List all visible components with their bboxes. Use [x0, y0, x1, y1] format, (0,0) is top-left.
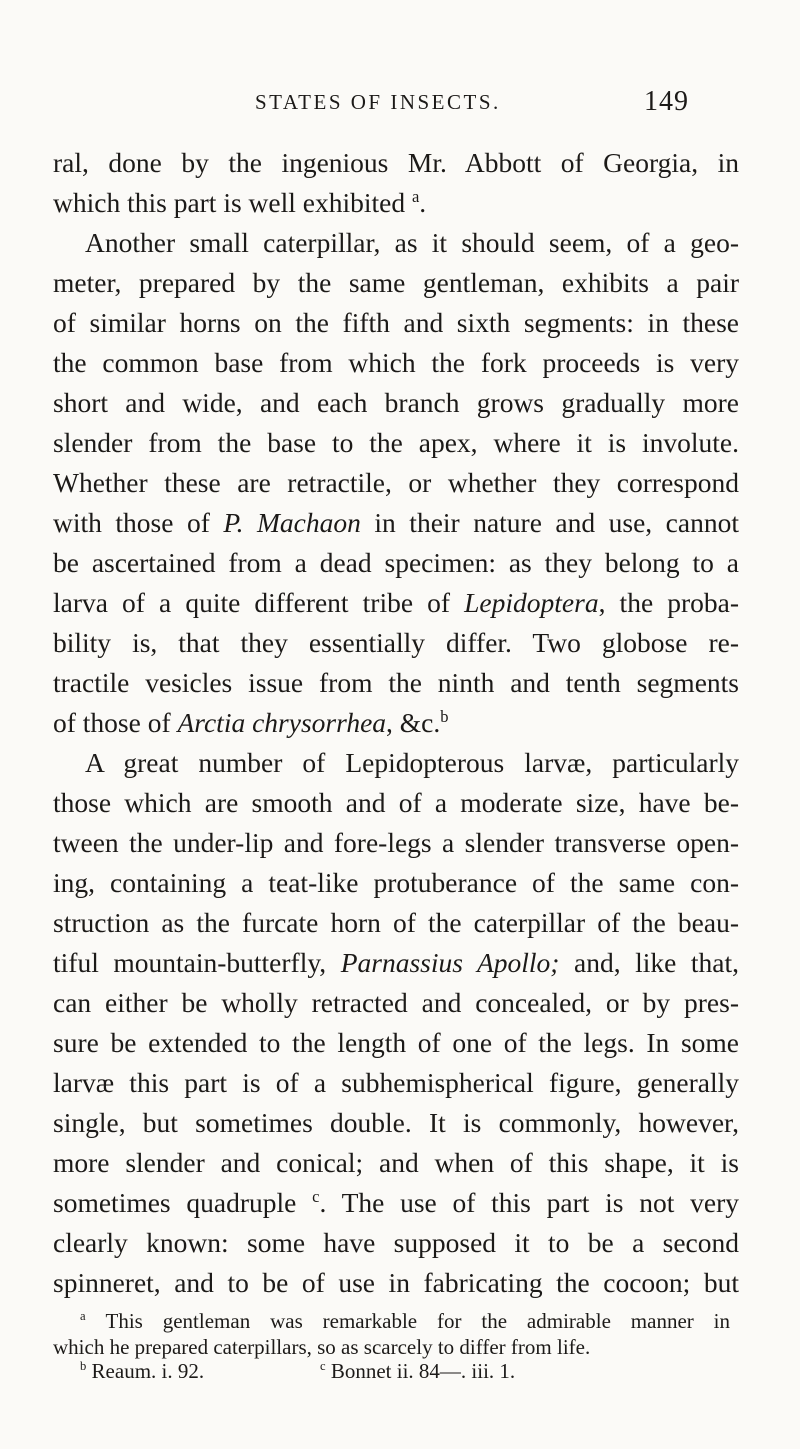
- running-head: STATES OF INSECTS.: [255, 90, 501, 114]
- footnote-ref-a: a: [411, 186, 420, 206]
- text-line: slender from the base to the apex, where it is involute.: [53, 427, 739, 458]
- text-line: bility is, that they essentially differ. Two globose re-: [53, 627, 739, 658]
- footnote-ref-c: c: [312, 1186, 320, 1206]
- species-name: Parnassius Apollo;: [340, 947, 560, 978]
- text-line: [53, 503, 739, 543]
- footnote-ref-b: b: [440, 706, 449, 726]
- text-line: [53, 1183, 739, 1223]
- species-name: Arctia chrysorrhea: [177, 707, 387, 738]
- footnote-text: Bonnet ii. 84—. iii. 1.: [330, 1359, 516, 1383]
- text-span: and, like that,: [559, 947, 739, 978]
- text-line: of similar horns on the fifth and sixth segments: in these: [53, 307, 739, 338]
- text-line: more slender and conical; and when of this shape, it is: [53, 1147, 739, 1178]
- text-line: single, but sometimes double. It is commonly, however,: [53, 1107, 739, 1138]
- text-line: sure be extended to the length of one of the legs. In some: [53, 1027, 739, 1058]
- text-line: meter, prepared by the same gentleman, exhibits a pair: [53, 267, 739, 298]
- text-span: sometimes quadruple: [53, 1187, 297, 1218]
- text-span: . The use of this part is not very: [319, 1187, 740, 1218]
- footnote-text: Reaum. i. 92.: [91, 1359, 205, 1383]
- footnote-mark: b: [80, 1359, 87, 1373]
- text-line: can either be wholly retracted and concealed, or by pres-: [53, 987, 739, 1018]
- text-line: [53, 583, 739, 623]
- page-header: [0, 86, 800, 130]
- text-line: tween the under-lip and fore-legs a slender transverse open-: [53, 827, 739, 858]
- text-span: tiful mountain-butterfly,: [53, 947, 341, 978]
- text-line: [53, 183, 739, 223]
- text-span: of those of: [53, 707, 178, 738]
- text-line: tractile vesicles issue from the ninth and tenth segments: [53, 667, 739, 698]
- footnote-b: [80, 1358, 320, 1384]
- text-span: , the proba-: [598, 587, 740, 618]
- text-line: A great number of Lepidopterous larvæ, particularly: [85, 747, 739, 778]
- footnote-text: This gentleman was remarkable for the admirable manner in: [105, 1309, 730, 1333]
- page-number: 149: [644, 86, 689, 117]
- text-line: ral, done by the ingenious Mr. Abbott of Georgia, in: [53, 147, 739, 178]
- text-line: those which are smooth and of a moderate size, have be-: [53, 787, 739, 818]
- text-span: with those of: [53, 507, 224, 538]
- footnote-b-c: [80, 1358, 730, 1384]
- footnote-c: [320, 1358, 515, 1384]
- text-line: ing, containing a teat-like protuberance of the same con-: [53, 867, 739, 898]
- text-span: .: [419, 187, 427, 218]
- text-line: short and wide, and each branch grows gradually more: [53, 387, 739, 418]
- footnote-a-continued: which he prepared caterpillars, so as scarcely to differ from life.: [53, 1335, 591, 1359]
- text-line: clearly known: some have supposed it to be a second: [53, 1227, 739, 1258]
- footnote-mark: c: [320, 1359, 326, 1373]
- text-span: which this part is well exhibited: [53, 187, 406, 218]
- text-line: struction as the furcate horn of the caterpillar of the beau-: [53, 907, 739, 938]
- text-line: the common base from which the fork proceeds is very: [53, 347, 739, 378]
- text-line: [53, 943, 739, 983]
- footnote-a: [80, 1308, 730, 1334]
- taxon-name: Lepidoptera: [464, 587, 599, 618]
- text-span: , &c.: [386, 707, 441, 738]
- text-line: Whether these are retractile, or whether they correspond: [53, 467, 739, 498]
- text-span: larva of a quite different tribe of: [53, 587, 465, 618]
- text-span: in their nature and use, cannot: [360, 507, 739, 538]
- text-line: spinneret, and to be of use in fabricating the cocoon; but: [53, 1267, 739, 1298]
- text-line: be ascertained from a dead specimen: as they belong to a: [53, 547, 739, 578]
- footnote-mark: a: [80, 1309, 86, 1323]
- species-name: P. Machaon: [223, 507, 361, 538]
- text-line: larvæ this part is of a subhemispherical figure, generally: [53, 1067, 739, 1098]
- text-line: [53, 703, 739, 743]
- text-line: Another small caterpillar, as it should seem, of a geo-: [85, 227, 739, 258]
